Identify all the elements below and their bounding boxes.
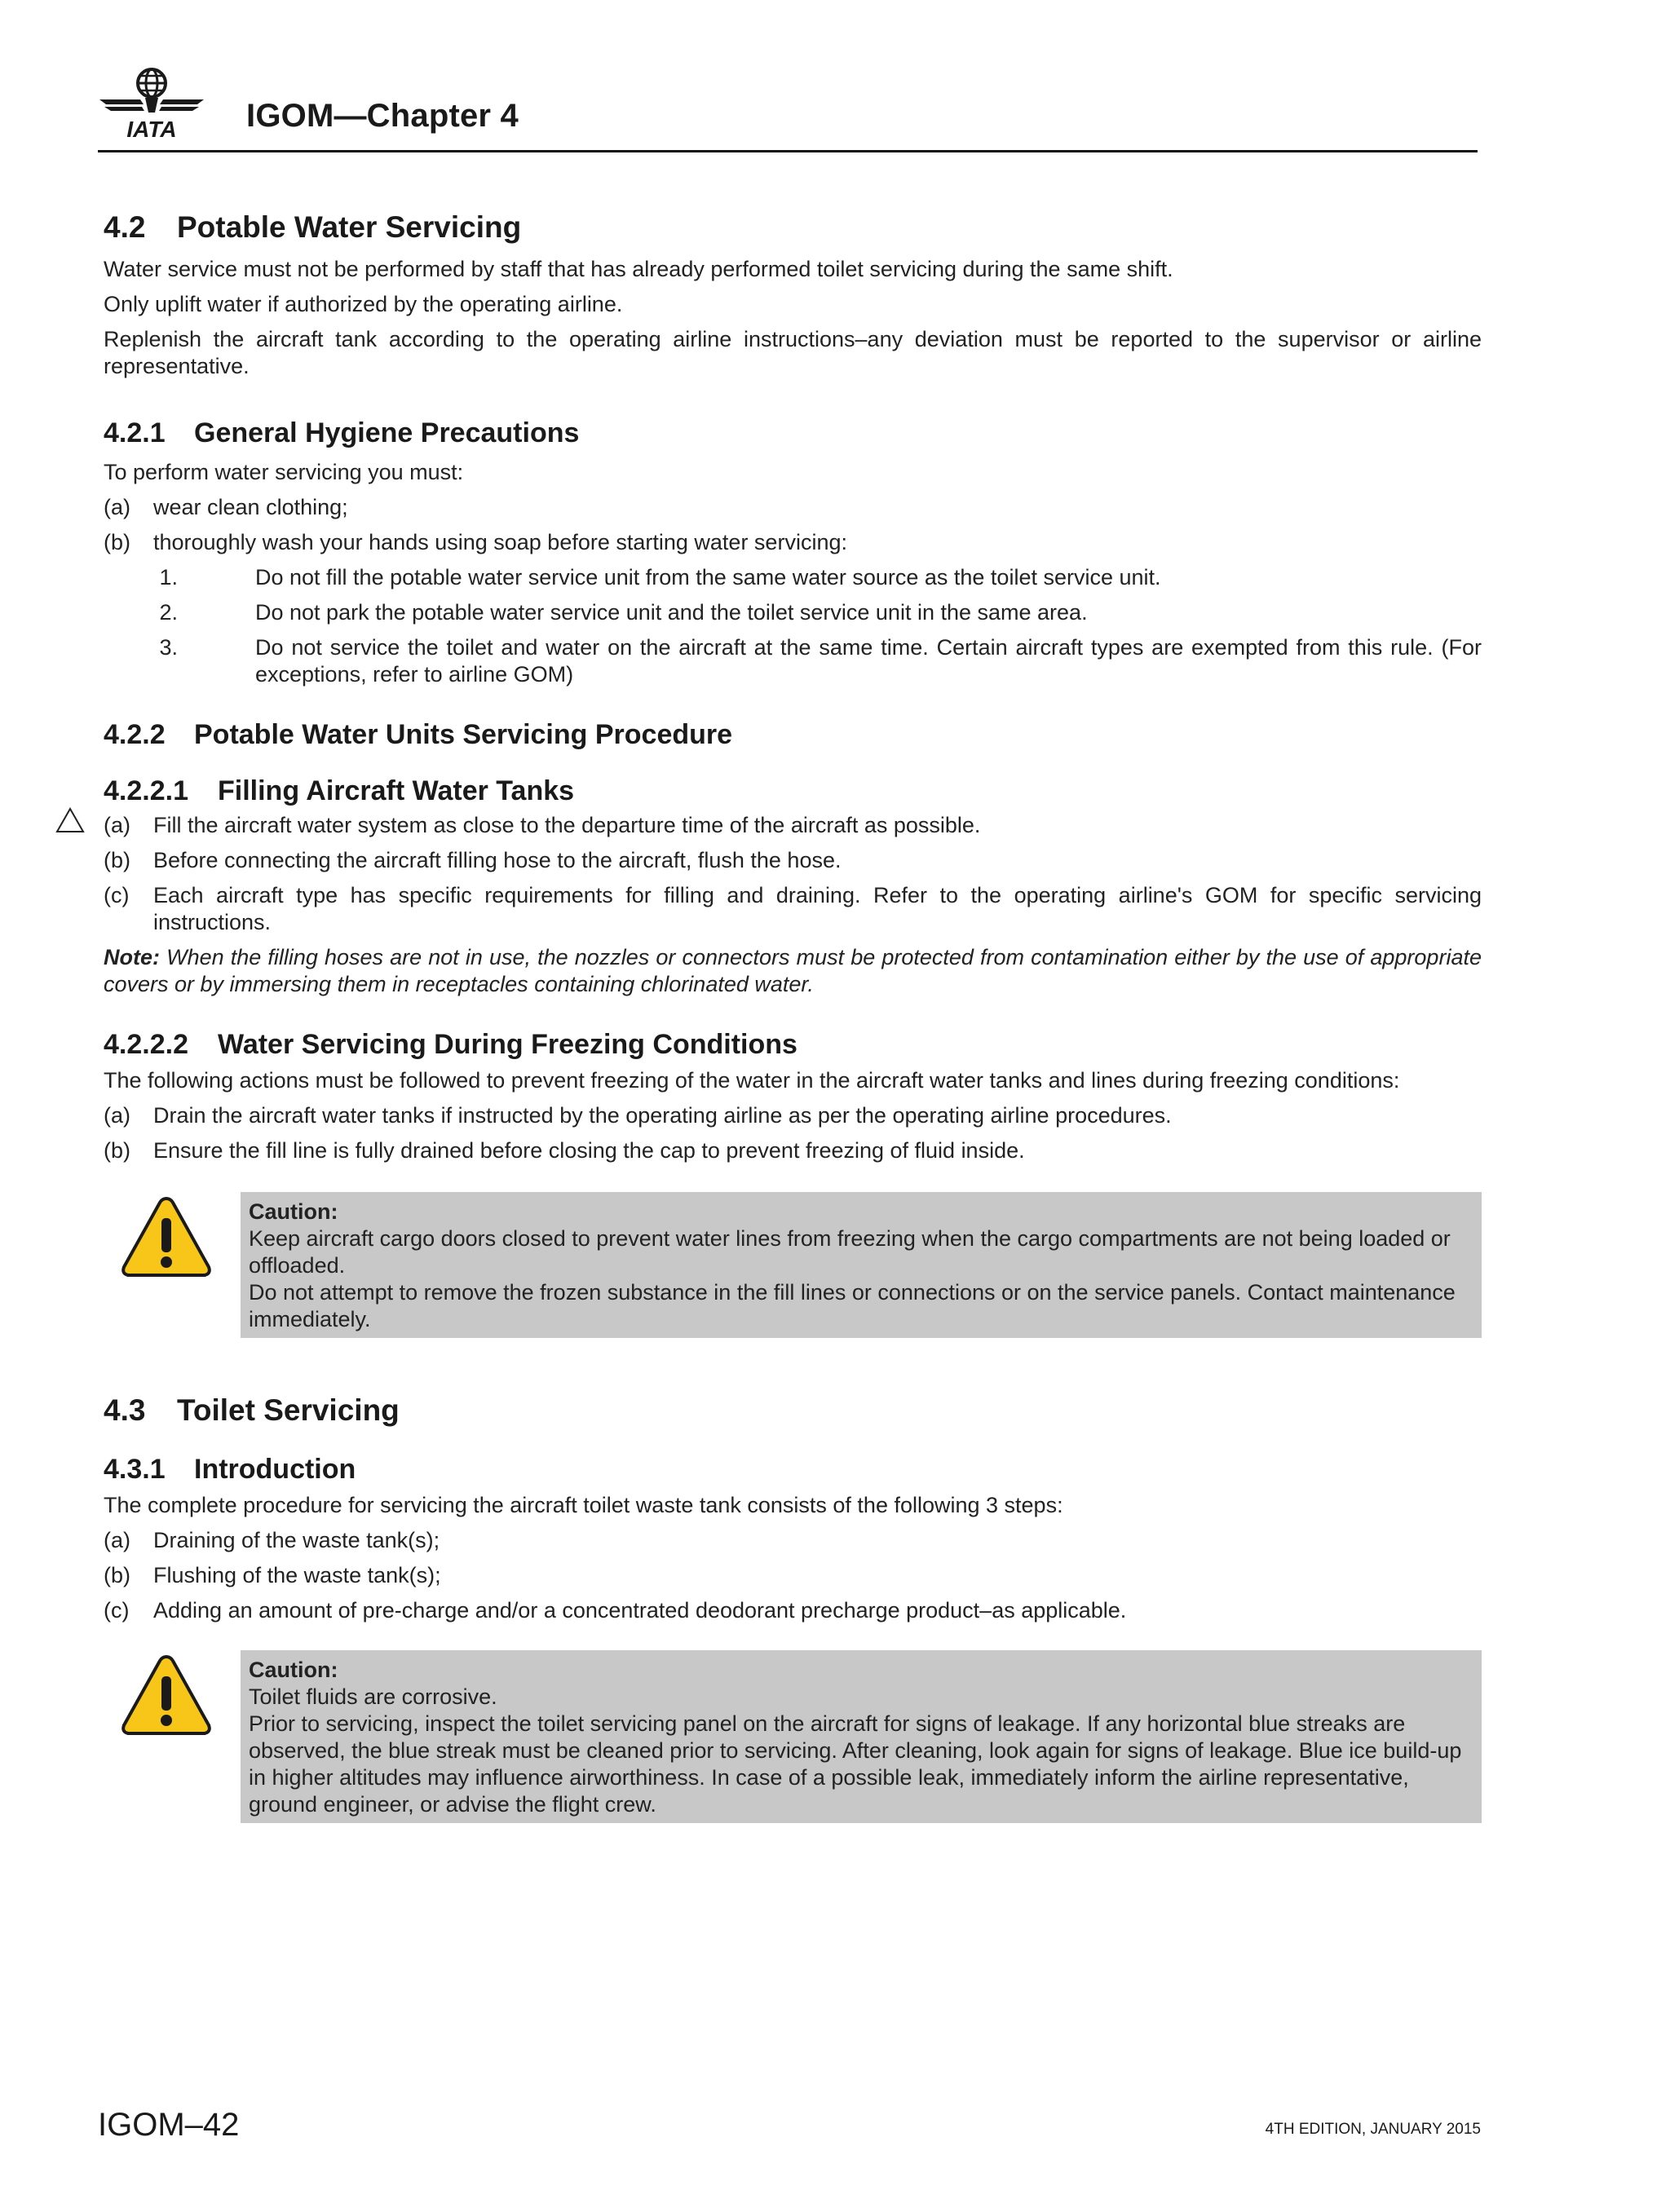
section-heading-4-2-2-1: 4.2.2.1 Filling Aircraft Water Tanks (104, 775, 575, 806)
caution-title: Caution: (249, 1199, 338, 1224)
change-triangle-icon (55, 807, 85, 833)
caution-warning-icon (120, 1652, 213, 1737)
edition-label: 4TH EDITION, JANUARY 2015 (1265, 2121, 1481, 2138)
document-body (104, 210, 1482, 1823)
section-heading-4-3: 4.3 Toilet Servicing (104, 1393, 400, 1427)
chapter-title: IGOM—Chapter 4 (246, 98, 519, 134)
page-header (98, 59, 1478, 152)
section-heading-4-2-1: 4.2.1 General Hygiene Precautions (104, 417, 580, 448)
paragraph: The following actions must be followed to prevent freezing of the water in the aircraft water tanks and lines during freezing conditions: (104, 1068, 1400, 1093)
paragraph: Water service must not be performed by staff that has already performed toilet servicing during the same shift. (104, 257, 1173, 281)
list-item: (a) Fill the aircraft water system as close to the departure time of the aircraft as possible. (104, 813, 981, 837)
paragraph: Only uplift water if authorized by the operating airline. (104, 292, 623, 316)
sub-list-item: 2. Do not park the potable water service unit and the toilet service unit in the same area. (159, 600, 1088, 625)
list-item: (a) Drain the aircraft water tanks if instructed by the operating airline as per the operating airline procedures. (104, 1103, 1172, 1128)
svg-text:IATA: IATA (126, 117, 177, 142)
caution-title: Caution: (249, 1658, 338, 1682)
list-item: (a) wear clean clothing; (104, 495, 348, 519)
caution-box (241, 1650, 1482, 1823)
list-item: (b) thoroughly wash your hands using soap before starting water servicing: (104, 530, 847, 554)
section-heading-4-2-2-2: 4.2.2.2 Water Servicing During Freezing Conditions (104, 1029, 797, 1060)
list-item: (b) Before connecting the aircraft filling hose to the aircraft, flush the hose. (104, 848, 842, 872)
caution-warning-icon (120, 1194, 213, 1278)
paragraph: The complete procedure for servicing the aircraft toilet waste tank consists of the following 3 steps: (104, 1493, 1063, 1517)
iata-logo-icon (98, 64, 205, 142)
caution-text: Keep aircraft cargo doors closed to prevent water lines from freezing when the cargo compartments are not being loaded or offloaded. (249, 1226, 1451, 1278)
sub-list-item: 3. Do not service the toilet and water on the aircraft at the same time. Certain aircraft types are exempted from this rule. (For exceptions, refer to airline GOM) (159, 635, 1482, 687)
caution-text: Toilet fluids are corrosive. (249, 1684, 497, 1709)
list-item: (b) Ensure the fill line is fully drained before closing the cap to prevent freezing of fluid inside. (104, 1138, 1025, 1163)
caution-text: Prior to servicing, inspect the toilet servicing panel on the aircraft for signs of leakage. If any horizontal blue streaks are observed, the blue streak must be cleaned prior to servicing. After cleaning, look again for signs of leakage. Blue ice build-up in higher altitudes may influence airworthiness. In case of a possible leak, immediately inform the airline representative, ground engineer, or advise the flight crew. (249, 1711, 1462, 1817)
caution-box (241, 1192, 1482, 1338)
section-heading-4-2-2: 4.2.2 Potable Water Units Servicing Procedure (104, 719, 733, 750)
section-heading-4-3-1: 4.3.1 Introduction (104, 1454, 356, 1485)
page-number: IGOM–42 (98, 2107, 240, 2143)
section-heading-4-2: 4.2 Potable Water Servicing (104, 210, 522, 244)
sub-list-item: 1. Do not fill the potable water service unit from the same water source as the toilet service unit. (159, 565, 1161, 589)
caution-text: Do not attempt to remove the frozen substance in the fill lines or connections or on the service panels. Contact maintenance immediately. (249, 1280, 1456, 1331)
paragraph: To perform water servicing you must: (104, 460, 464, 484)
list-item: (c) Adding an amount of pre-charge and/or a concentrated deodorant precharge product–as applicable. (104, 1598, 1127, 1623)
list-item: (a) Draining of the waste tank(s); (104, 1528, 440, 1552)
list-item: (c) Each aircraft type has specific requirements for filling and draining. Refer to the operating airline's GOM for specific servicing instructions. (104, 883, 1482, 934)
list-item: (b) Flushing of the waste tank(s); (104, 1563, 441, 1587)
paragraph: Replenish the aircraft tank according to the operating airline instructions–any deviation must be reported to the supervisor or airline representative. (104, 327, 1482, 378)
note: Note: When the filling hoses are not in use, the nozzles or connectors must be protected from contamination either by the use of appropriate covers or by immersing them in receptacles containing chlorinated water. (104, 945, 1482, 996)
